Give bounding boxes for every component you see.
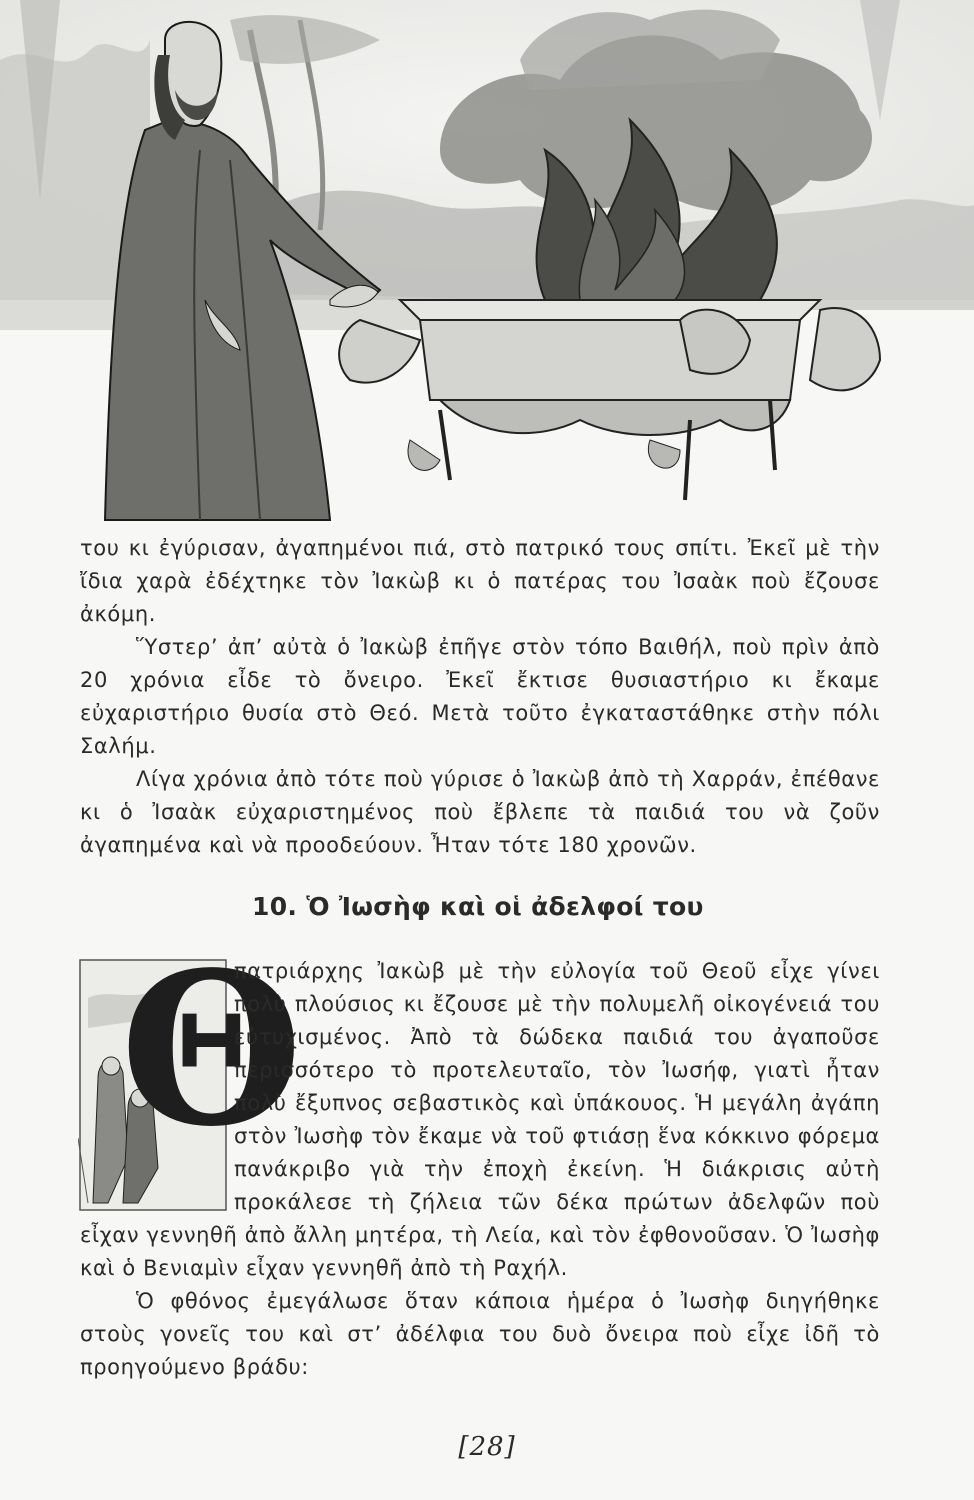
jacob-altar-illustration	[0, 0, 974, 540]
intro-text	[80, 532, 880, 862]
chapter-text	[80, 955, 880, 1384]
paragraph: Ὕστερ’ ἀπ’ αὐτὰ ὁ Ἰακὼβ ἐπῆγε στὸν τόπο Βαιθήλ, ποὺ πρὶν ἀπὸ 20 χρόνια εἶδε τὸ ὄνειρο. Ἐκεῖ ἔκτισε θυσιαστήριο κι ἔκαμε εὐχαριστήριο θυσία στὸ Θεό. Μετὰ τοῦτο ἐγκαταστάθηκε στὴν πόλι Σαλήμ.	[80, 635, 880, 758]
paragraph: πατριάρχης Ἰακὼβ μὲ τὴν εὐλογία τοῦ Θεοῦ εἶχε γίνει πολὺ πλούσιος κι ἔζουσε μὲ τὴν πολυμελῆ οἰκογένειά του εὐτυχισμένος. Ἀπὸ τὰ δώδεκα παιδιά του ἀγαποῦσε περισσότερο τὸ προτελευταῖο, τὸν Ἰωσήφ, γιατὶ ἦταν πολὺ ἔξυπνος σεβαστικὸς καὶ ὑπάκουος. Ἡ μεγάλη ἀγάπη στὸν Ἰωσὴφ τὸν ἔκαμε νὰ τοῦ φτιάσῃ ἕνα κόκκινο φόρεμα πανάκριβο γιὰ τὴν ἐποχὴ ἐκείνη. Ἡ διάκρισις αὐτὴ προκάλεσε τὴ ζήλεια τῶν δέκα πρώτων ἀδελφῶν ποὺ εἶχαν γεννηθῆ ἀπὸ ἄλλη μητέρα, τὴ Λεία, καὶ τὸν ἐφθονοῦσαν. Ὁ Ἰωσὴφ καὶ ὁ Βενιαμὶν εἶχαν γεννηθῆ ἀπὸ τὴ Ραχήλ.	[80, 959, 880, 1280]
chapter-heading: 10. Ὁ Ἰωσὴφ καὶ οἱ ἀδελφοί του	[252, 892, 704, 921]
paragraph: Ὁ φθόνος ἐμεγάλωσε ὅταν κάποια ἡμέρα ὁ Ἰωσὴφ διηγήθηκε στοὺς γονεῖς του καὶ στ’ ἀδέλφια του δυὸ ὄνειρα ποὺ εἶχε ἰδῆ τὸ προηγούμενο βράδυ:	[80, 1289, 880, 1379]
paragraph: Λίγα χρόνια ἀπὸ τότε ποὺ γύρισε ὁ Ἰακὼβ ἀπὸ τὴ Χαρράν, ἐπέθανε κι ὁ Ἰσαὰκ εὐχαριστημένος ποὺ ἔβλεπε τὰ παιδιά του νὰ ζοῦν ἀγαπημένα καὶ νὰ προοδεύουν. Ἦταν τότε 180 χρονῶν.	[80, 767, 880, 857]
paragraph: του κι ἐγύρισαν, ἀγαπημένοι πιά, στὸ πατρικό τους σπίτι. Ἐκεῖ μὲ τὴν ἴδια χαρὰ ἐδέχτηκε τὸν Ἰακὼβ κι ὁ πατέρας του Ἰσαὰκ ποὺ ἔζουσε ἀκόμη.	[80, 536, 880, 626]
page-number: [28]	[458, 1432, 516, 1462]
dropcap-space	[80, 955, 234, 1219]
drop-cap-letter: Θ	[120, 926, 303, 1173]
